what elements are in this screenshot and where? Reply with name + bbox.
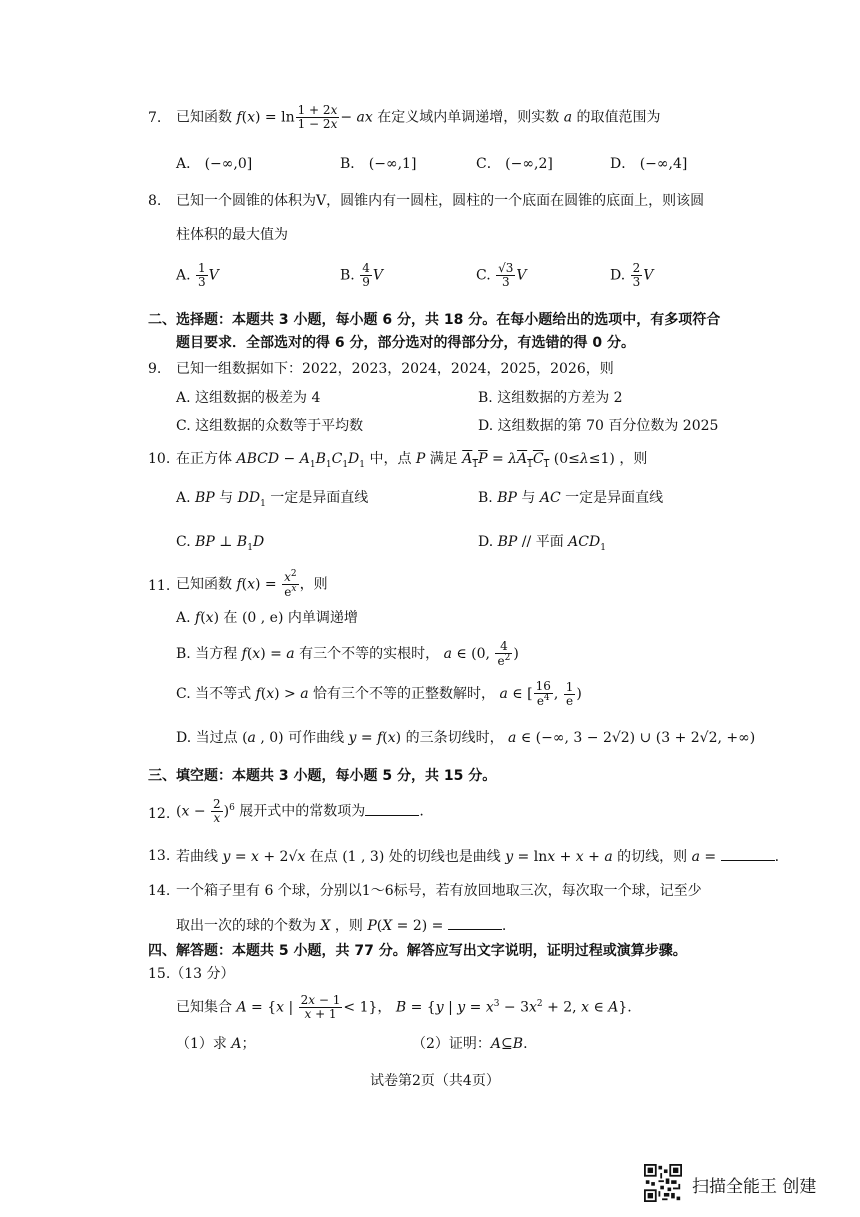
q13-number: 13. (148, 848, 171, 864)
q9-number: 9. (148, 361, 162, 377)
q9-option-b: B. 这组数据的方差为 2 (478, 390, 623, 406)
q8-option-d: D. $\frac{2}{3}$ V (610, 261, 654, 290)
q10-option-d: D. BP // 平面 $ACD_1$ (478, 534, 606, 553)
page-footer: 试卷第2页（共4页） (370, 1073, 500, 1089)
q15-part2: （2）证明：A⊆B. (412, 1036, 528, 1052)
q11-option-a: A. f(x) 在 (0 , e) 内单调递增 (176, 610, 358, 626)
section3-heading: 三、填空题：本题共 3 小题，每小题 5 分，共 15 分。 (148, 768, 497, 784)
q7-option-a: A． (−∞,0] (176, 156, 253, 172)
q11-number: 11. (148, 578, 171, 594)
q13-answer-blank[interactable] (721, 848, 775, 861)
q12-stem: (x − $\frac{2}{x}$ )$^6$ 展开式中的常数项为 . (176, 797, 424, 826)
q8-option-a: A. $\frac{1}{3}$ V (176, 261, 219, 290)
q14-line1: 一个箱子里有 6 个球，分别以1～6标号，若有放回地取三次，每次取一个球，记至少 (176, 883, 702, 899)
q8-line1: 已知一个圆锥的体积为V，圆锥内有一圆柱，圆柱的一个底面在圆锥的底面上，则该圆 (176, 193, 705, 209)
q10-stem: 在正方体 ABCD − $A_1B_1C_1D_1$ 中，点 P 满足 $A_1P = \lambda A_1C_1$ (0≤λ≤1) ，则 (176, 451, 648, 470)
q7-number: 7. (148, 110, 162, 126)
q10-option-b: B. BP 与 AC 一定是异面直线 (478, 490, 664, 506)
section2-line1: 二、选择题：本题共 3 小题，每小题 6 分，共 18 分。在每小题给出的选项中，有多项符合 (148, 312, 721, 328)
q15-score: （13 分） (170, 966, 235, 982)
q10-option-a: A. BP 与 $DD_1$ 一定是异面直线 (176, 490, 369, 509)
q8-option-c: C. $\frac{√3}{3}$ V (476, 261, 527, 290)
q8-option-b: B. $\frac{4}{9}$ V (340, 261, 383, 290)
q11-option-c: C. 当不等式 f(x) > a 恰有三个不等的正整数解时， a ∈ [ $\frac{16}{e^4}$ , $\frac{1}{e}$ ) (176, 679, 582, 709)
q11-option-b: B. 当方程 f(x) = a 有三个不等的实根时， a ∈ (0, $\frac{4}{e^2}$ ) (176, 639, 519, 669)
q9-option-a: A. 这组数据的极差为 4 (176, 390, 321, 406)
q7-option-b: B． (−∞,1] (340, 156, 417, 172)
section4-heading: 四、解答题：本题共 5 小题，共 77 分。解答应写出文字说明，证明过程或演算步骤。 (148, 943, 687, 959)
q14-number: 14. (148, 883, 171, 899)
scanner-text: 扫描全能王 创建 (692, 1177, 817, 1197)
q7-option-c: C． (−∞,2] (476, 156, 553, 172)
q9-option-d: D. 这组数据的第 70 百分位数为 2025 (478, 418, 719, 434)
q8-line2: 柱体积的最大值为 (176, 227, 288, 243)
section2-line2: 题目要求．全部选对的得 6 分，部分选对的得部分分，有选错的得 0 分。 (176, 335, 635, 351)
q7-stem: 已知函数 f(x) = ln $\frac{1 + 2x}{1 - 2x}$ − ax 在定义域内单调递增，则实数 a 的取值范围为 (176, 103, 661, 132)
q11-stem: 已知函数 f(x) = $\frac{x^2}{e^x}$ ，则 (176, 569, 328, 600)
q13-stem: 若曲线 y = x + 2√x 在点 (1 , 3) 处的切线也是曲线 y = lnx + x + a 的切线，则 a = . (176, 849, 780, 865)
q14-line2: 取出一次的球的个数为 X ，则 P(X = 2) = . (176, 918, 507, 934)
q15-part1: （1）求 A； (176, 1036, 256, 1052)
q15-number: 15.（13 分） (148, 966, 235, 982)
qr-code-icon (644, 1164, 682, 1202)
q12-number: 12. (148, 806, 171, 822)
q14-answer-blank[interactable] (448, 917, 502, 930)
q10-number: 10. (148, 451, 171, 467)
scanner-watermark (640, 1162, 840, 1206)
q9-stem: 已知一组数据如下：2022，2023，2024，2024，2025，2026，则 (176, 361, 614, 377)
q10-option-c: C. BP ⊥ $B_1D$ (176, 534, 265, 553)
q9-option-c: C. 这组数据的众数等于平均数 (176, 418, 364, 434)
q11-option-d: D. 当过点 (a , 0) 可作曲线 y = f(x) 的三条切线时， a ∈ (−∞, 3 − 2√2) ∪ (3 + 2√2, +∞) (176, 730, 756, 746)
q7-option-d: D． (−∞,4] (610, 156, 688, 172)
q15-stem: 已知集合 A = {x | $\frac{2x - 1}{x + 1}$ < 1}， B = {y | $y = x^3 - 3x^2 + 2$, x ∈ A}. (176, 993, 632, 1022)
q12-answer-blank[interactable] (365, 803, 419, 816)
q8-number: 8. (148, 193, 162, 209)
